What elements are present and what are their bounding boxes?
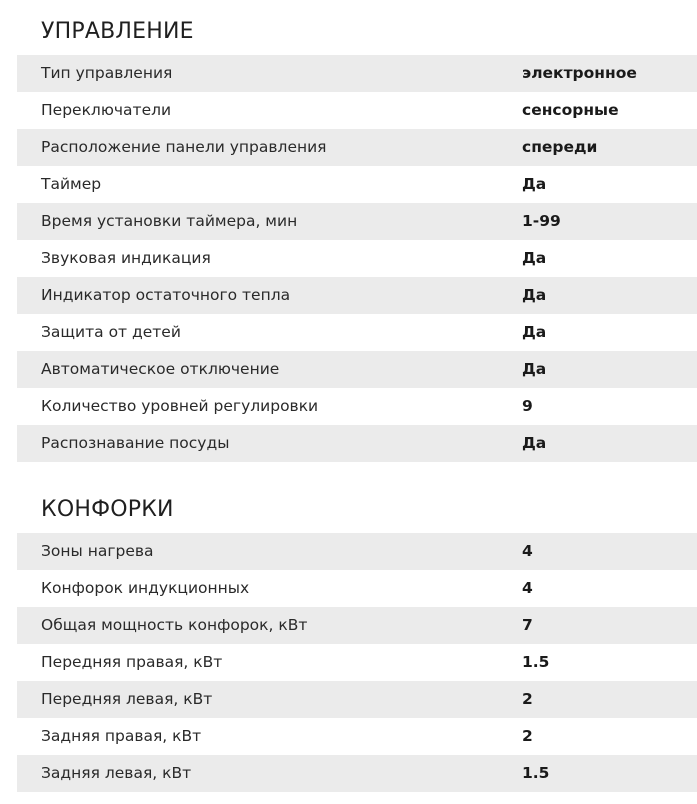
spec-label: Защита от детей bbox=[41, 323, 181, 341]
spec-row bbox=[17, 129, 697, 166]
spec-value: Да bbox=[522, 360, 547, 378]
spec-row bbox=[17, 351, 697, 388]
spec-row bbox=[17, 203, 697, 240]
spec-label: Общая мощность конфорок, кВт bbox=[41, 616, 308, 634]
spec-label: Тип управления bbox=[41, 64, 173, 82]
spec-row bbox=[17, 570, 697, 607]
spec-row bbox=[17, 55, 697, 92]
spec-row bbox=[17, 388, 697, 425]
spec-label: Таймер bbox=[41, 175, 102, 193]
spec-value: спереди bbox=[522, 138, 598, 156]
spec-value: 2 bbox=[522, 690, 533, 708]
spec-label: Распознавание посуды bbox=[41, 434, 230, 452]
spec-row bbox=[17, 425, 697, 462]
spec-label: Передняя левая, кВт bbox=[41, 690, 213, 708]
spec-label: Расположение панели управления bbox=[41, 138, 327, 156]
spec-label: Звуковая индикация bbox=[41, 249, 211, 267]
spec-value: Да bbox=[522, 434, 547, 452]
spec-row bbox=[17, 681, 697, 718]
spec-label: Переключатели bbox=[41, 101, 172, 119]
spec-row bbox=[17, 277, 697, 314]
spec-value: 4 bbox=[522, 579, 533, 597]
section-title-burners: КОНФОРКИ bbox=[41, 497, 174, 522]
spec-label: Конфорок индукционных bbox=[41, 579, 250, 597]
spec-value: Да bbox=[522, 286, 547, 304]
spec-row bbox=[17, 755, 697, 792]
spec-value: 9 bbox=[522, 397, 533, 415]
spec-row bbox=[17, 240, 697, 277]
spec-row bbox=[17, 718, 697, 755]
spec-row bbox=[17, 92, 697, 129]
spec-label: Задняя правая, кВт bbox=[41, 727, 202, 745]
spec-label: Индикатор остаточного тепла bbox=[41, 286, 291, 304]
spec-label: Количество уровней регулировки bbox=[41, 397, 319, 415]
spec-label: Зоны нагрева bbox=[41, 542, 154, 560]
spec-value: 1-99 bbox=[522, 212, 561, 230]
spec-table-control bbox=[17, 55, 697, 462]
spec-row bbox=[17, 607, 697, 644]
spec-row bbox=[17, 166, 697, 203]
spec-label: Автоматическое отключение bbox=[41, 360, 280, 378]
spec-value: 2 bbox=[522, 727, 533, 745]
spec-value: Да bbox=[522, 249, 547, 267]
spec-row bbox=[17, 314, 697, 351]
spec-table-burners bbox=[17, 533, 697, 792]
spec-value: Да bbox=[522, 175, 547, 193]
spec-value: Да bbox=[522, 323, 547, 341]
spec-value: сенсорные bbox=[522, 101, 619, 119]
section-title-control: УПРАВЛЕНИЕ bbox=[41, 19, 194, 44]
spec-row bbox=[17, 533, 697, 570]
spec-value: электронное bbox=[522, 64, 637, 82]
spec-value: 1.5 bbox=[522, 653, 550, 671]
spec-value: 7 bbox=[522, 616, 533, 634]
spec-row bbox=[17, 644, 697, 681]
spec-value: 4 bbox=[522, 542, 533, 560]
spec-label: Задняя левая, кВт bbox=[41, 764, 192, 782]
spec-value: 1.5 bbox=[522, 764, 550, 782]
spec-label: Время установки таймера, мин bbox=[41, 212, 298, 230]
spec-label: Передняя правая, кВт bbox=[41, 653, 223, 671]
